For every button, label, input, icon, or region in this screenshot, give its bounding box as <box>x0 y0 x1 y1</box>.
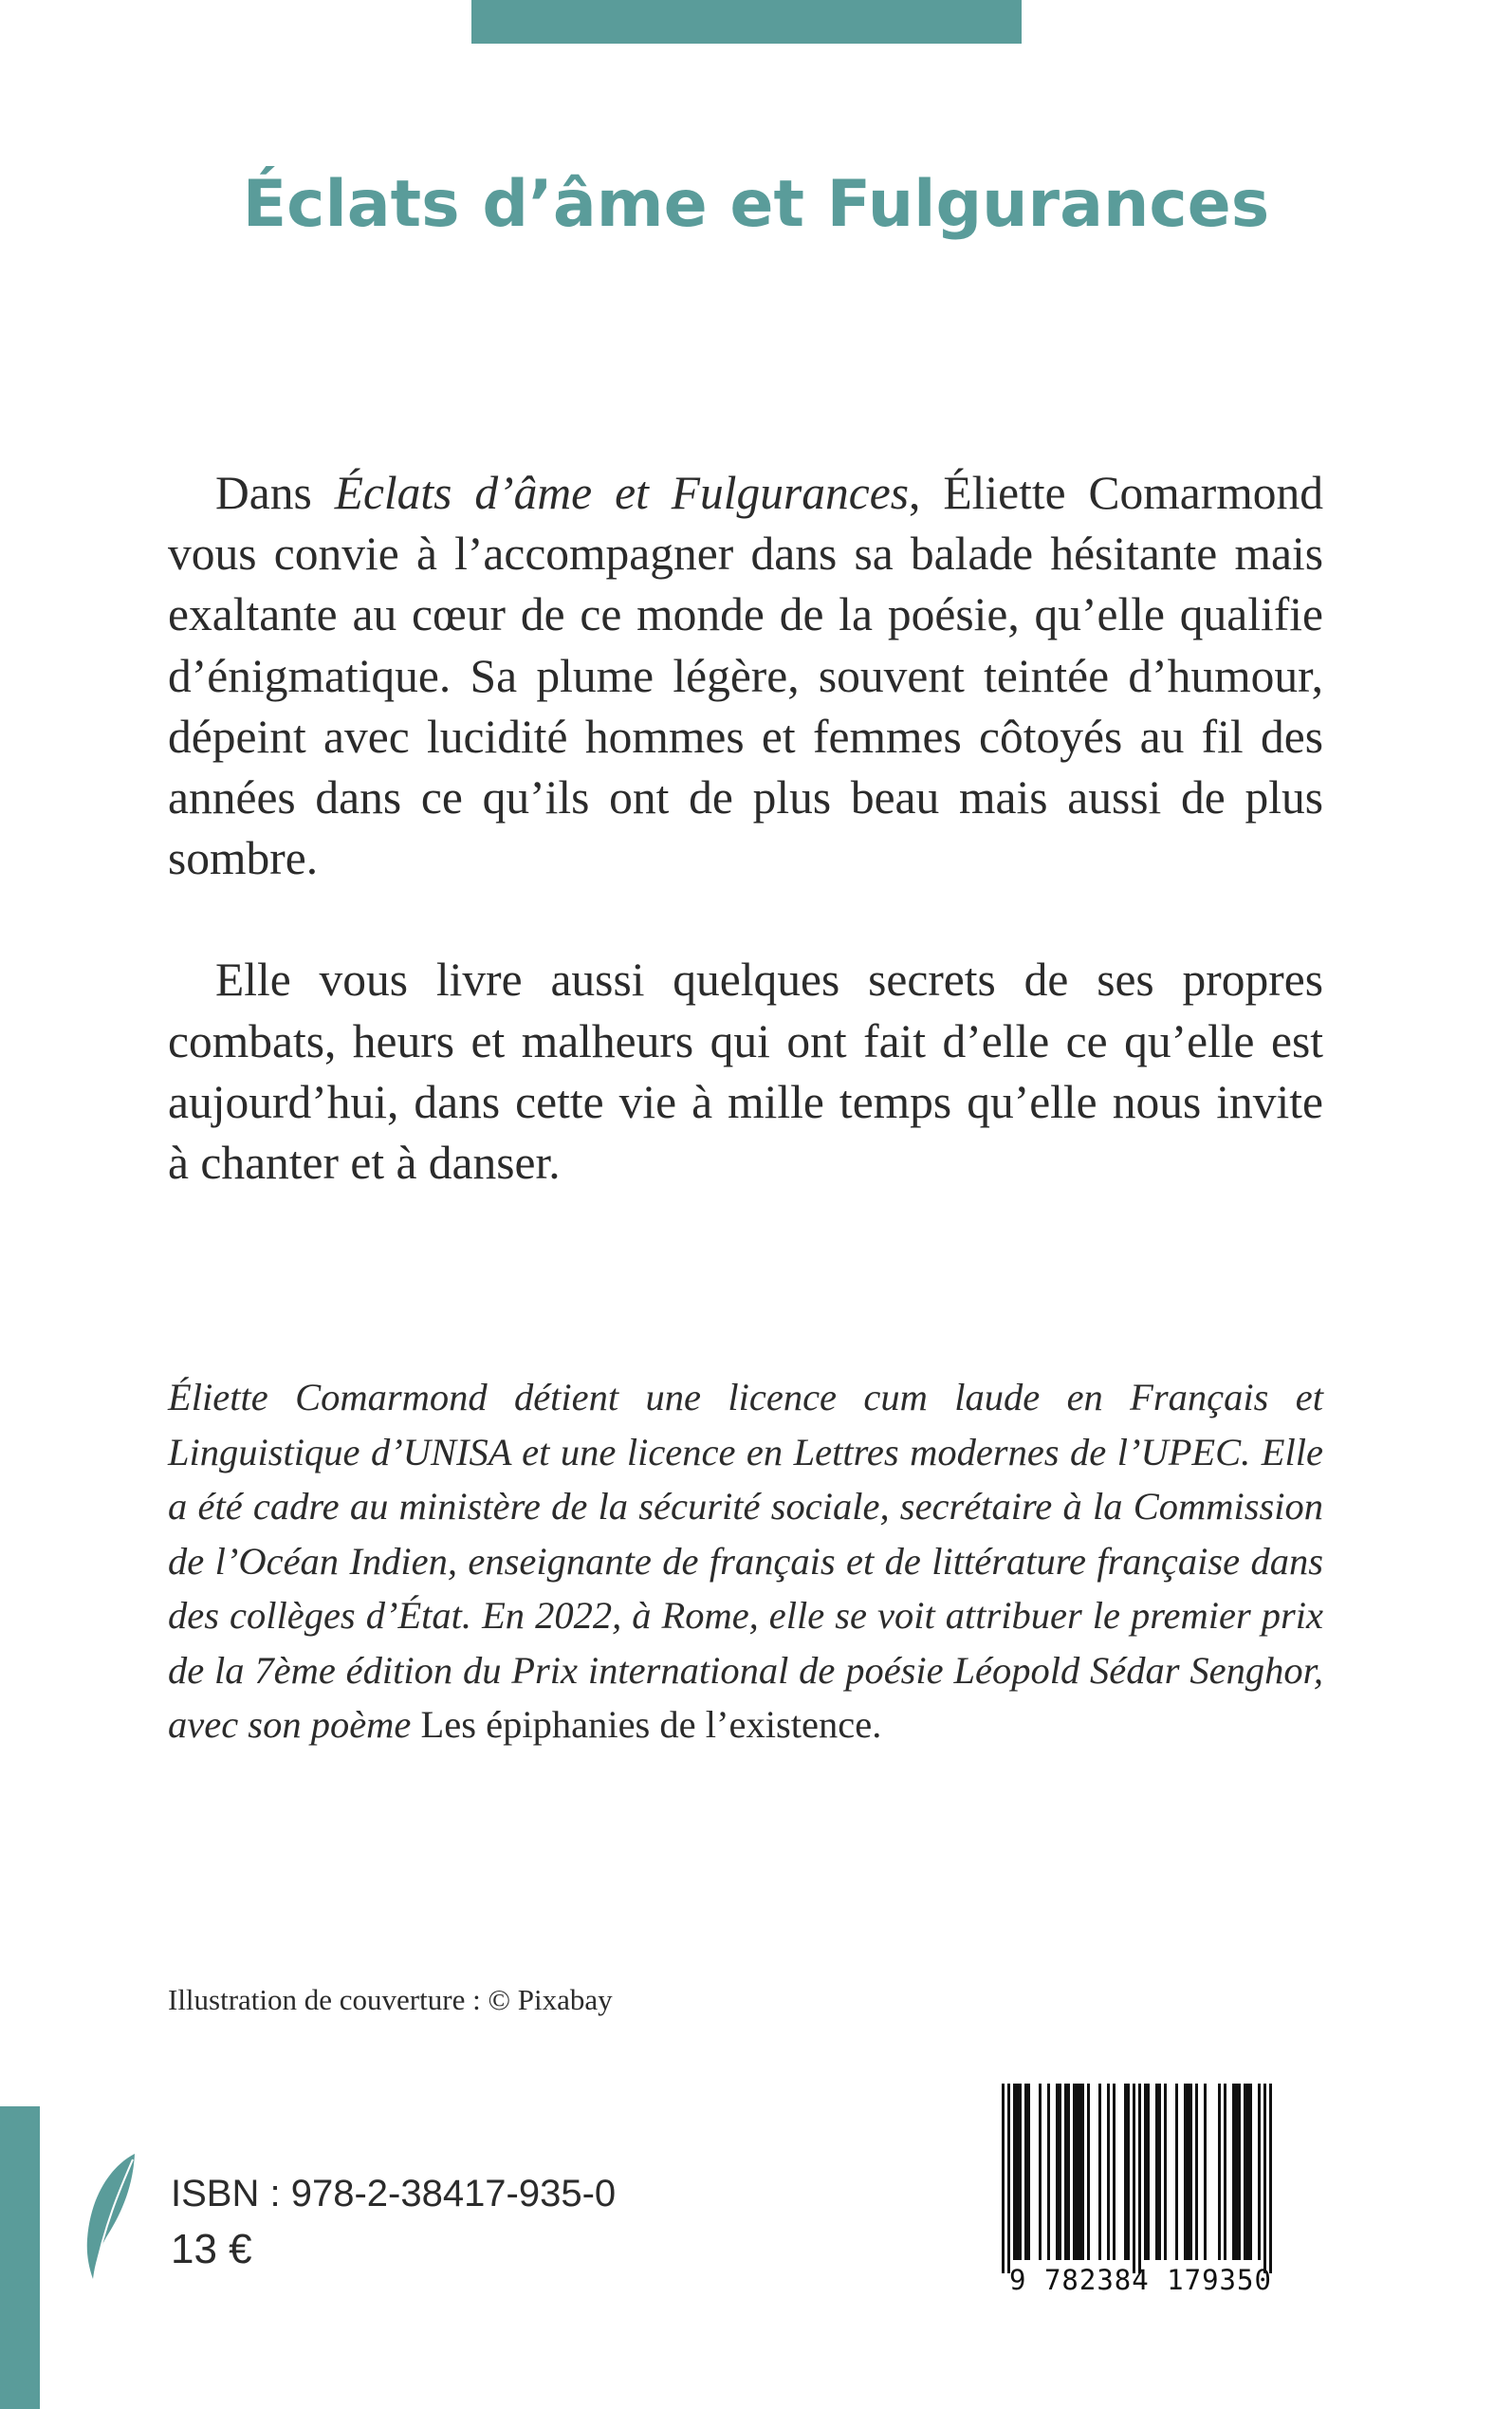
top-accent-band <box>471 0 1022 44</box>
barcode-bar <box>1269 2084 1272 2273</box>
barcode-bar <box>1098 2084 1101 2260</box>
author-bio <box>168 1370 1323 1752</box>
barcode-bar <box>1235 2084 1238 2260</box>
barcode-bar <box>1056 2084 1059 2260</box>
barcode-bar <box>1244 2084 1246 2260</box>
feather-icon <box>78 2152 144 2281</box>
barcode-bar <box>1164 2084 1167 2260</box>
barcode-bar <box>1059 2084 1061 2260</box>
barcode-bar <box>1002 2084 1005 2273</box>
left-accent-band <box>0 2106 40 2409</box>
summary-body: , Éliette Comarmond vous convie à l’accompagner dans sa balade hésitante mais exaltante au cœur de ce monde de la poésie, qu’elle qualifie d’énigmatique. Sa plume légère, souvent teintée d’humour, dépeint avec lucidité hommes et femmes côtoyés au fil des années dans ce qu’ils ont de plus beau mais aussi de plus sombre. <box>168 467 1324 885</box>
isbn: ISBN : 978-2-38417-935-0 <box>171 2173 617 2214</box>
barcode-bar <box>1189 2084 1192 2260</box>
barcode-bar <box>1073 2084 1076 2260</box>
price: 13 € <box>171 2226 252 2272</box>
barcode-bar <box>1016 2084 1019 2260</box>
summary-paragraph-1 <box>168 463 1323 889</box>
author-bio-text: Éliette Comarmond détient une licence cum laude en Français et Linguistique d’UNISA et une licence en Lettres modernes de l’UPEC. Elle a été cadre au ministère de la sécurité sociale, secrétaire à la Commission de l’Océan Indien, enseignante de français et de littérature française dans des collèges d’État. En 2022, à Rome, elle se voit attribuer le premier prix de la 7ème édition du Prix international de poésie Léopold Sédar Senghor, avec son poème <box>168 1376 1323 1746</box>
barcode-bar <box>1013 2084 1016 2260</box>
barcode-bar <box>1039 2084 1042 2260</box>
barcode-bar <box>1081 2084 1084 2260</box>
barcode-bar <box>1218 2084 1221 2260</box>
barcode <box>977 2084 1304 2311</box>
barcode-bar <box>1184 2084 1187 2260</box>
summary-book-title: Éclats d’âme et Fulgurances <box>334 467 910 519</box>
barcode-bar <box>1144 2084 1147 2260</box>
summary-paragraph-2: Elle vous livre aussi quelques secrets de ses propres combats, heurs et malheurs qui ont fait d’elle ce qu’elle est aujourd’hui, dans cette vie à mille temps qu’elle nous invite à chanter et à danser. <box>168 954 1323 1190</box>
barcode-bar <box>1263 2084 1266 2273</box>
barcode-bar <box>1155 2084 1158 2260</box>
barcode-bar <box>1076 2084 1079 2260</box>
barcode-bar <box>1224 2084 1226 2260</box>
barcode-bar <box>1127 2084 1130 2260</box>
barcode-bar <box>1204 2084 1207 2260</box>
barcode-bar <box>1047 2084 1050 2260</box>
barcode-bar <box>1124 2084 1127 2260</box>
barcode-bar <box>1007 2084 1010 2273</box>
barcode-bar <box>1246 2084 1249 2260</box>
barcode-bar <box>1064 2084 1067 2260</box>
barcode-bar <box>1087 2084 1090 2260</box>
barcode-bar <box>1113 2084 1116 2260</box>
barcode-bar <box>1147 2084 1150 2260</box>
cover-credit: Illustration de couverture : © Pixabay <box>168 1983 613 2016</box>
barcode-digits: 9 782384 179350 <box>1009 2264 1272 2296</box>
barcode-bar <box>1158 2084 1161 2260</box>
barcode-bar <box>1027 2084 1030 2260</box>
poem-title: Les épiphanies de l’existence. <box>420 1703 882 1746</box>
summary-text <box>168 463 1323 1194</box>
barcode-bar <box>1024 2084 1027 2260</box>
book-title: Éclats d’âme et Fulgurances <box>242 167 1270 242</box>
summary-intro: Dans <box>215 467 335 519</box>
barcode-bar <box>1195 2084 1198 2260</box>
barcode-bar <box>1232 2084 1235 2260</box>
barcode-bar <box>1238 2084 1241 2260</box>
barcode-bar <box>1249 2084 1252 2260</box>
barcode-bar <box>1079 2084 1081 2260</box>
barcode-bar <box>1175 2084 1178 2260</box>
barcode-bar <box>1067 2084 1070 2260</box>
barcode-bar <box>1107 2084 1110 2260</box>
barcode-bar <box>1258 2084 1261 2260</box>
barcode-bar <box>1019 2084 1022 2260</box>
barcode-bar <box>1138 2084 1141 2273</box>
barcode-bar <box>1133 2084 1135 2273</box>
barcode-bar <box>1187 2084 1189 2260</box>
